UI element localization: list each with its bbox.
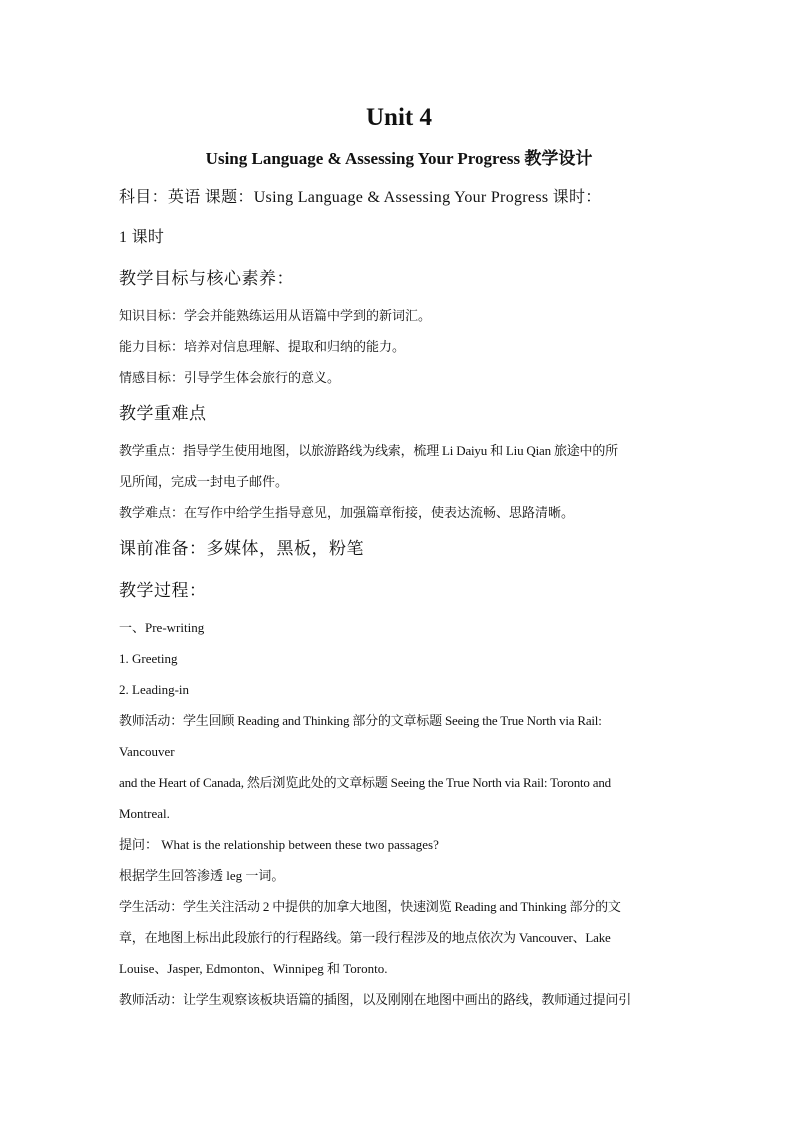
teacher-activity-line: Vancouver: [119, 744, 175, 759]
answer-note-line: 根据学生回答渗透 leg 一词。: [119, 868, 285, 883]
question-line: 提问： What is the relationship between these two passages?: [119, 837, 439, 852]
document-subtitle: Using Language & Assessing Your Progress 教学设计: [205, 149, 593, 168]
keypoint-line: 教学重点：指导学生使用地图，以旅游路线为线索，梳理 Li Daiyu 和 Liu Qian 旅途中的所: [119, 443, 618, 458]
objective-knowledge: 知识目标：学会并能熟练运用从语篇中学到的新词汇。: [119, 308, 432, 323]
teacher-activity-line: 教师活动：学生回顾 Reading and Thinking 部分的文章标题 Seeing the True North via Rail:: [119, 713, 602, 728]
step-leading-in: 2. Leading-in: [119, 682, 190, 697]
keypoints-heading: 教学重难点: [119, 404, 207, 423]
step-greeting: 1. Greeting: [119, 651, 178, 666]
process-heading: 教学过程：: [119, 581, 207, 600]
lesson-hours: 1 课时: [119, 229, 165, 246]
objective-ability: 能力目标：培养对信息理解、提取和归纳的能力。: [119, 339, 406, 354]
student-activity-line: 学生活动：学生关注活动 2 中提供的加拿大地图，快速浏览 Reading and Thinking 部分的文: [119, 899, 621, 914]
document-body: [119, 96, 679, 1015]
difficulty-line: 教学难点：在写作中给学生指导意见，加强篇章衔接，使表达流畅、思路清晰。: [119, 505, 575, 520]
section-pre-writing: 一、Pre-writing: [119, 620, 205, 635]
student-activity-line: Louise、Jasper, Edmonton、Winnipeg 和 Toronto.: [119, 961, 388, 976]
teacher-activity-line: 教师活动：让学生观察该板块语篇的插图，以及刚刚在地图中画出的路线，教师通过提问引: [119, 992, 632, 1007]
document-title: Unit 4: [366, 104, 432, 131]
teacher-activity-line: Montreal.: [119, 806, 170, 821]
objectives-heading: 教学目标与核心素养：: [119, 269, 294, 288]
student-activity-line: 章，在地图上标出此段旅行的行程路线。第一段行程涉及的地点依次为 Vancouver、Lake: [119, 930, 611, 945]
objective-emotion: 情感目标：引导学生体会旅行的意义。: [119, 370, 341, 385]
preparation-heading: 课前准备：多媒体，黑板，粉笔: [119, 539, 364, 558]
subject-info-line: 科目：英语 课题：Using Language & Assessing Your Progress 课时：: [119, 189, 602, 206]
teacher-activity-line: and the Heart of Canada, 然后浏览此处的文章标题 Seeing the True North via Rail: Toronto and: [119, 775, 611, 790]
keypoint-line: 见所闻，完成一封电子邮件。: [119, 474, 289, 489]
